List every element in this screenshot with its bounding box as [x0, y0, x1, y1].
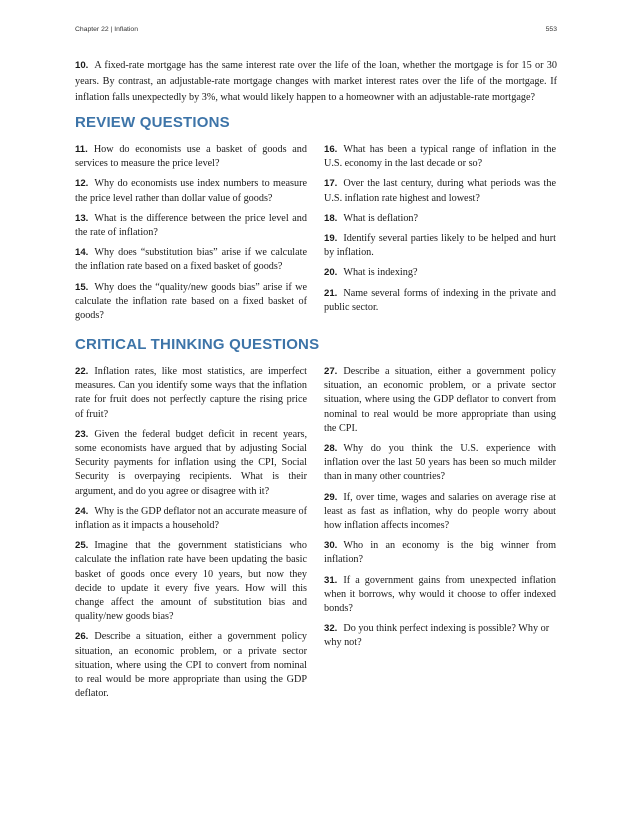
question-number: 31.: [324, 574, 338, 586]
question-number: 13.: [75, 212, 89, 224]
page-number: 553: [545, 26, 557, 33]
question-text: Why do economists use index numbers to measure the price level rather than dollar value of goods?: [75, 178, 307, 204]
question-number: 21.: [324, 287, 338, 299]
question-number: 15.: [75, 281, 89, 293]
question-14: [75, 246, 307, 274]
question-number: 27.: [324, 366, 338, 377]
question-number: 18.: [324, 212, 338, 224]
question-text: What is deflation?: [343, 212, 419, 224]
question-number: 11.: [75, 144, 88, 155]
question-text: If a government gains from unexpected inflation when it borrows, why would it choose to offer indexed bonds?: [324, 574, 556, 615]
question-text: If, over time, wages and salaries on average rise at least as fast as inflation, why do people worry about how inflation affects incomes?: [324, 491, 556, 532]
question-17: [324, 177, 556, 205]
question-number: 14.: [75, 247, 89, 259]
question-25: [75, 539, 307, 624]
question-13: [75, 212, 307, 240]
question-number: 28.: [324, 443, 338, 455]
question-29: [324, 491, 556, 534]
question-11: [75, 143, 307, 171]
question-number: 16.: [324, 144, 338, 155]
question-31: [324, 574, 556, 617]
critical-left-column: [75, 365, 307, 707]
chapter-title: Inflation: [114, 26, 138, 33]
question-text: Why does “substitution bias” arise if we calculate the inflation rate based on a fixed basket of goods?: [75, 247, 307, 273]
question-number: 24.: [75, 505, 89, 517]
question-text: What has been a typical range of inflation in the U.S. economy in the last decade or so?: [324, 144, 556, 170]
question-text: Inflation rates, like most statistics, are imperfect measures. Can you identify some ways that the inflation rate for fruit does not perfectly capture the rising price of fruit?: [75, 366, 307, 420]
question-text: Describe a situation, either a government policy situation, an economic problem, or a private sector situation, where using the CPI to convert from nominal to real would be more appropriate than using the GDP deflator.: [75, 631, 307, 700]
critical-right-column: [324, 365, 556, 657]
review-questions-heading: REVIEW QUESTIONS: [75, 114, 230, 131]
question-number: 12.: [75, 178, 89, 190]
question-text: Why does the “quality/new goods bias” arise if we calculate the inflation rate based on a fixed basket of goods?: [75, 281, 307, 322]
question-text: Describe a situation, either a government policy situation, an economic problem, or a private sector situation, where using the GDP deflator to convert from nominal to real would be more appropriate than using the CPI.: [324, 366, 556, 434]
question-number: 26.: [75, 631, 89, 643]
question-number: 25.: [75, 540, 89, 552]
question-30: [324, 539, 556, 567]
question-number: 22.: [75, 366, 89, 377]
review-left-column: [75, 143, 307, 329]
question-19: [324, 232, 556, 260]
question-20: [324, 266, 556, 280]
question-number: 30.: [324, 540, 338, 552]
question-number: 19.: [324, 233, 338, 245]
question-text: Identify several parties likely to be helped and hurt by inflation.: [324, 233, 556, 259]
question-text: Given the federal budget deficit in recent years, some economists have argued that by adjusting Social Security payments for inflation using the CPI, Social Security is overpaying recipients. What is their argument, and do you agree or disagree with it?: [75, 428, 307, 497]
review-right-column: [324, 143, 556, 321]
question-text: Who in an economy is the big winner from inflation?: [324, 540, 556, 566]
question-18: [324, 212, 556, 226]
chapter-label: Chapter 22: [75, 26, 109, 33]
question-number: 29.: [324, 491, 338, 503]
question-23: [75, 428, 307, 499]
question-number: 32.: [324, 623, 338, 635]
question-text: Why is the GDP deflator not an accurate measure of inflation as it impacts a household?: [75, 505, 307, 532]
question-text: Imagine that the government statisticians who calculate the inflation rate have been updating the basic basket of goods once every 10 years, but now they decide to update it every five years. How will this change affect the amount of substitution bias and quality/new goods bias?: [75, 540, 307, 623]
question-text: What is indexing?: [343, 267, 418, 279]
question-10: [75, 58, 557, 105]
question-text: Over the last century, during what periods was the U.S. inflation rate highest and lowest?: [324, 178, 556, 204]
question-27: [324, 365, 556, 436]
question-number: 23.: [75, 428, 89, 440]
question-21: [324, 287, 556, 315]
question-16: [324, 143, 556, 171]
question-32: [324, 622, 556, 650]
question-text: A fixed-rate mortgage has the same interest rate over the life of the loan, whether the mortgage is for 15 or 30 years. By contrast, an adjustable-rate mortgage changes with market interest rates over the life of the mortgage. If inflation falls unexpectedly by 3%, what would likely happen to a homeowner with an adjustable-rate mortgage?: [75, 60, 557, 103]
running-header: [75, 26, 557, 33]
question-24: [75, 505, 307, 533]
question-text: Why do you think the U.S. experience with inflation over the last 50 years has been so much milder than in many other countries?: [324, 443, 556, 483]
question-15: [75, 281, 307, 324]
question-number: 10.: [75, 60, 89, 71]
question-28: [324, 442, 556, 485]
question-12: [75, 177, 307, 205]
question-text: Name several forms of indexing in the private and public sector.: [324, 287, 556, 313]
question-text: How do economists use a basket of goods and services to measure the price level?: [75, 144, 307, 170]
question-number: 17.: [324, 178, 338, 190]
question-text: What is the difference between the price level and the rate of inflation?: [75, 212, 307, 239]
question-number: 20.: [324, 267, 338, 279]
question-22: [75, 365, 307, 422]
header-separator: |: [110, 26, 113, 33]
question-text: Do you think perfect indexing is possible? Why or why not?: [324, 623, 550, 649]
question-26: [75, 630, 307, 701]
critical-thinking-heading: CRITICAL THINKING QUESTIONS: [75, 336, 320, 353]
